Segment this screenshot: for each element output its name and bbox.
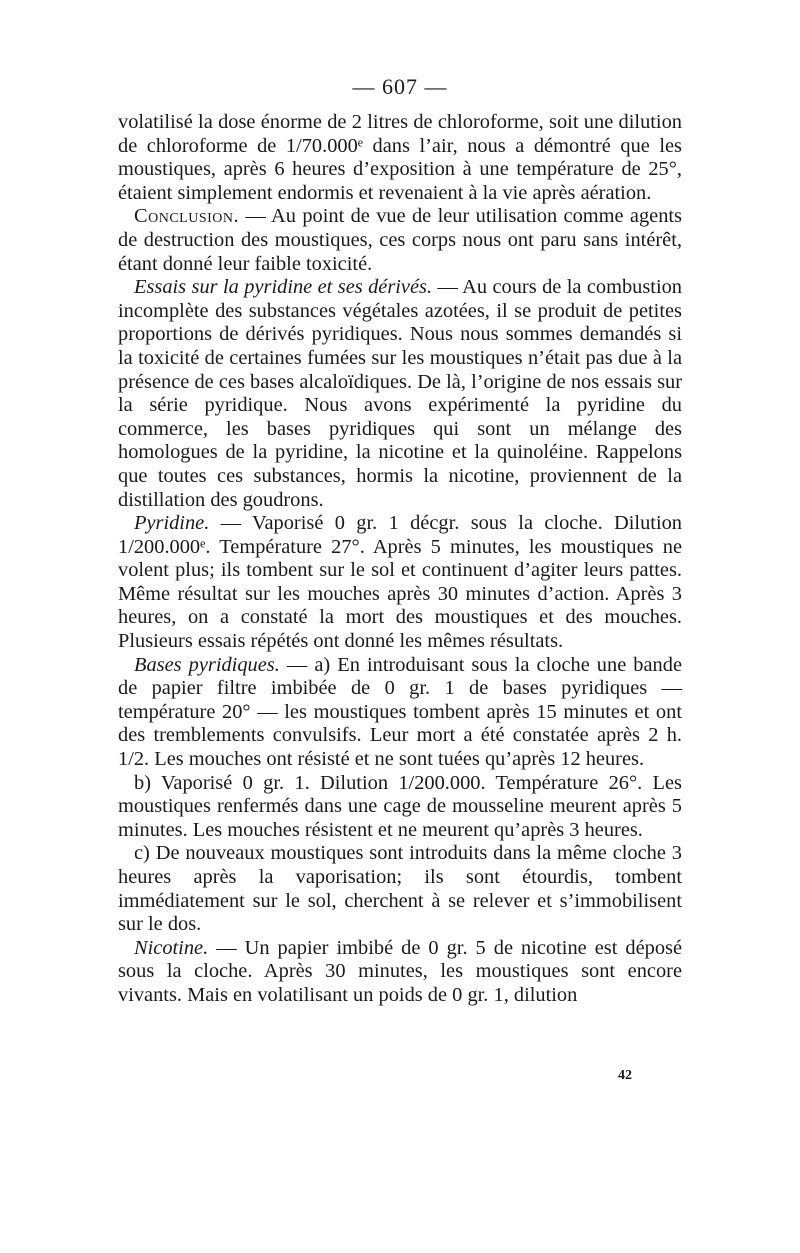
paragraph-b: b) Vaporisé 0 gr. 1. Dilution 1/200.000. Température 26°. Les moustiques renfermés dans une cage de mousseline meurent après 5 minutes. Les mouches résistent et ne meurent qu’après 3 heures.	[118, 771, 682, 841]
paragraph-conclusion	[118, 205, 682, 276]
paragraph-c: c) De nouveaux moustiques sont introduits dans la même cloche 3 heures après la vaporisation; ils sont étourdis, tombent immédiatement sur le sol, cherchent à se relever et s’immobilisent sur le dos.	[118, 842, 682, 936]
conclusion-heading: Conclusion.	[134, 205, 240, 228]
pyridine-tests-heading: Essais sur la pyridine et ses dérivés.	[134, 276, 433, 299]
pyridine-bases-heading: Bases pyridiques.	[134, 653, 280, 676]
conclusion-text: — Au point de vue de leur utilisation comme agents de destruction des moustiques, ces corps nous ont paru sans intérêt, étant donné leur faible toxicité.	[118, 205, 682, 275]
paragraph-pyridine-bases	[118, 654, 682, 772]
pyridine-bases-text: — a) En introduisant sous la cloche une bande de papier filtre imbibée de 0 gr. 1 de bases pyridiques — température 20° — les moustiques tombent après 15 minutes et ont des tremblements convulsifs. Leur mort a été constatée après 2 h. 1/2. Les mouches ont résisté et ne sont tuées qu’après 12 heures.	[118, 653, 682, 771]
body-text	[118, 111, 682, 1008]
page-number: — 607 —	[352, 74, 448, 99]
pyridine-text: — Vaporisé 0 gr. 1 décgr. sous la cloche. Dilution 1/200.000ᵉ. Température 27°. Après 5 minutes, les moustiques ne volent plus; ils tombent sur le sol et continuent d’agiter leurs pattes. Même résultat sur les mouches après 30 minutes d’action. Après 3 heures, on a constaté la mort des moustiques et des mouches. Plusieurs essais répétés ont donné les mêmes résultats.	[118, 512, 682, 653]
paragraph-chloroform-continued: volatilisé la dose énorme de 2 litres de chloroforme, soit une dilution de chloroforme de 1/70.000ᵉ dans l’air, nous a démontré que les moustiques, après 6 heures d’exposition à une température de 25°, étaient simplement endormis et revenaient à la vie après aération.	[118, 111, 682, 204]
nicotine-heading: Nicotine.	[134, 936, 209, 959]
pyridine-tests-text: — Au cours de la combustion incomplète des substances végétales azotées, il se produit de petites proportions de dérivés pyridiques. Nous nous sommes demandés si la toxicité de certaines fumées sur les moustiques n’était pas due à la présence de ces bases alcaloïdiques. De là, l’origine de nos essais sur la série pyridique. Nous avons expérimenté la pyridine du commerce, les bases pyridiques qui sont un mélange des homologues de la pyridine, la nicotine et la quinoléine. Rappelons que toutes ces substances, hormis la nicotine, proviennent de la distillation des goudrons.	[118, 276, 682, 511]
nicotine-text: — Un papier imbibé de 0 gr. 5 de nicotine est déposé sous la cloche. Après 30 minutes, les moustiques sont encore vivants. Mais en volatilisant un poids de 0 gr. 1, dilution	[118, 936, 682, 1006]
paragraph-pyridine-tests	[118, 276, 682, 512]
paragraph-nicotine	[118, 937, 682, 1008]
paragraph-pyridine	[118, 512, 682, 654]
signature-mark: 42	[618, 1068, 632, 1083]
pyridine-heading: Pyridine.	[134, 512, 210, 535]
